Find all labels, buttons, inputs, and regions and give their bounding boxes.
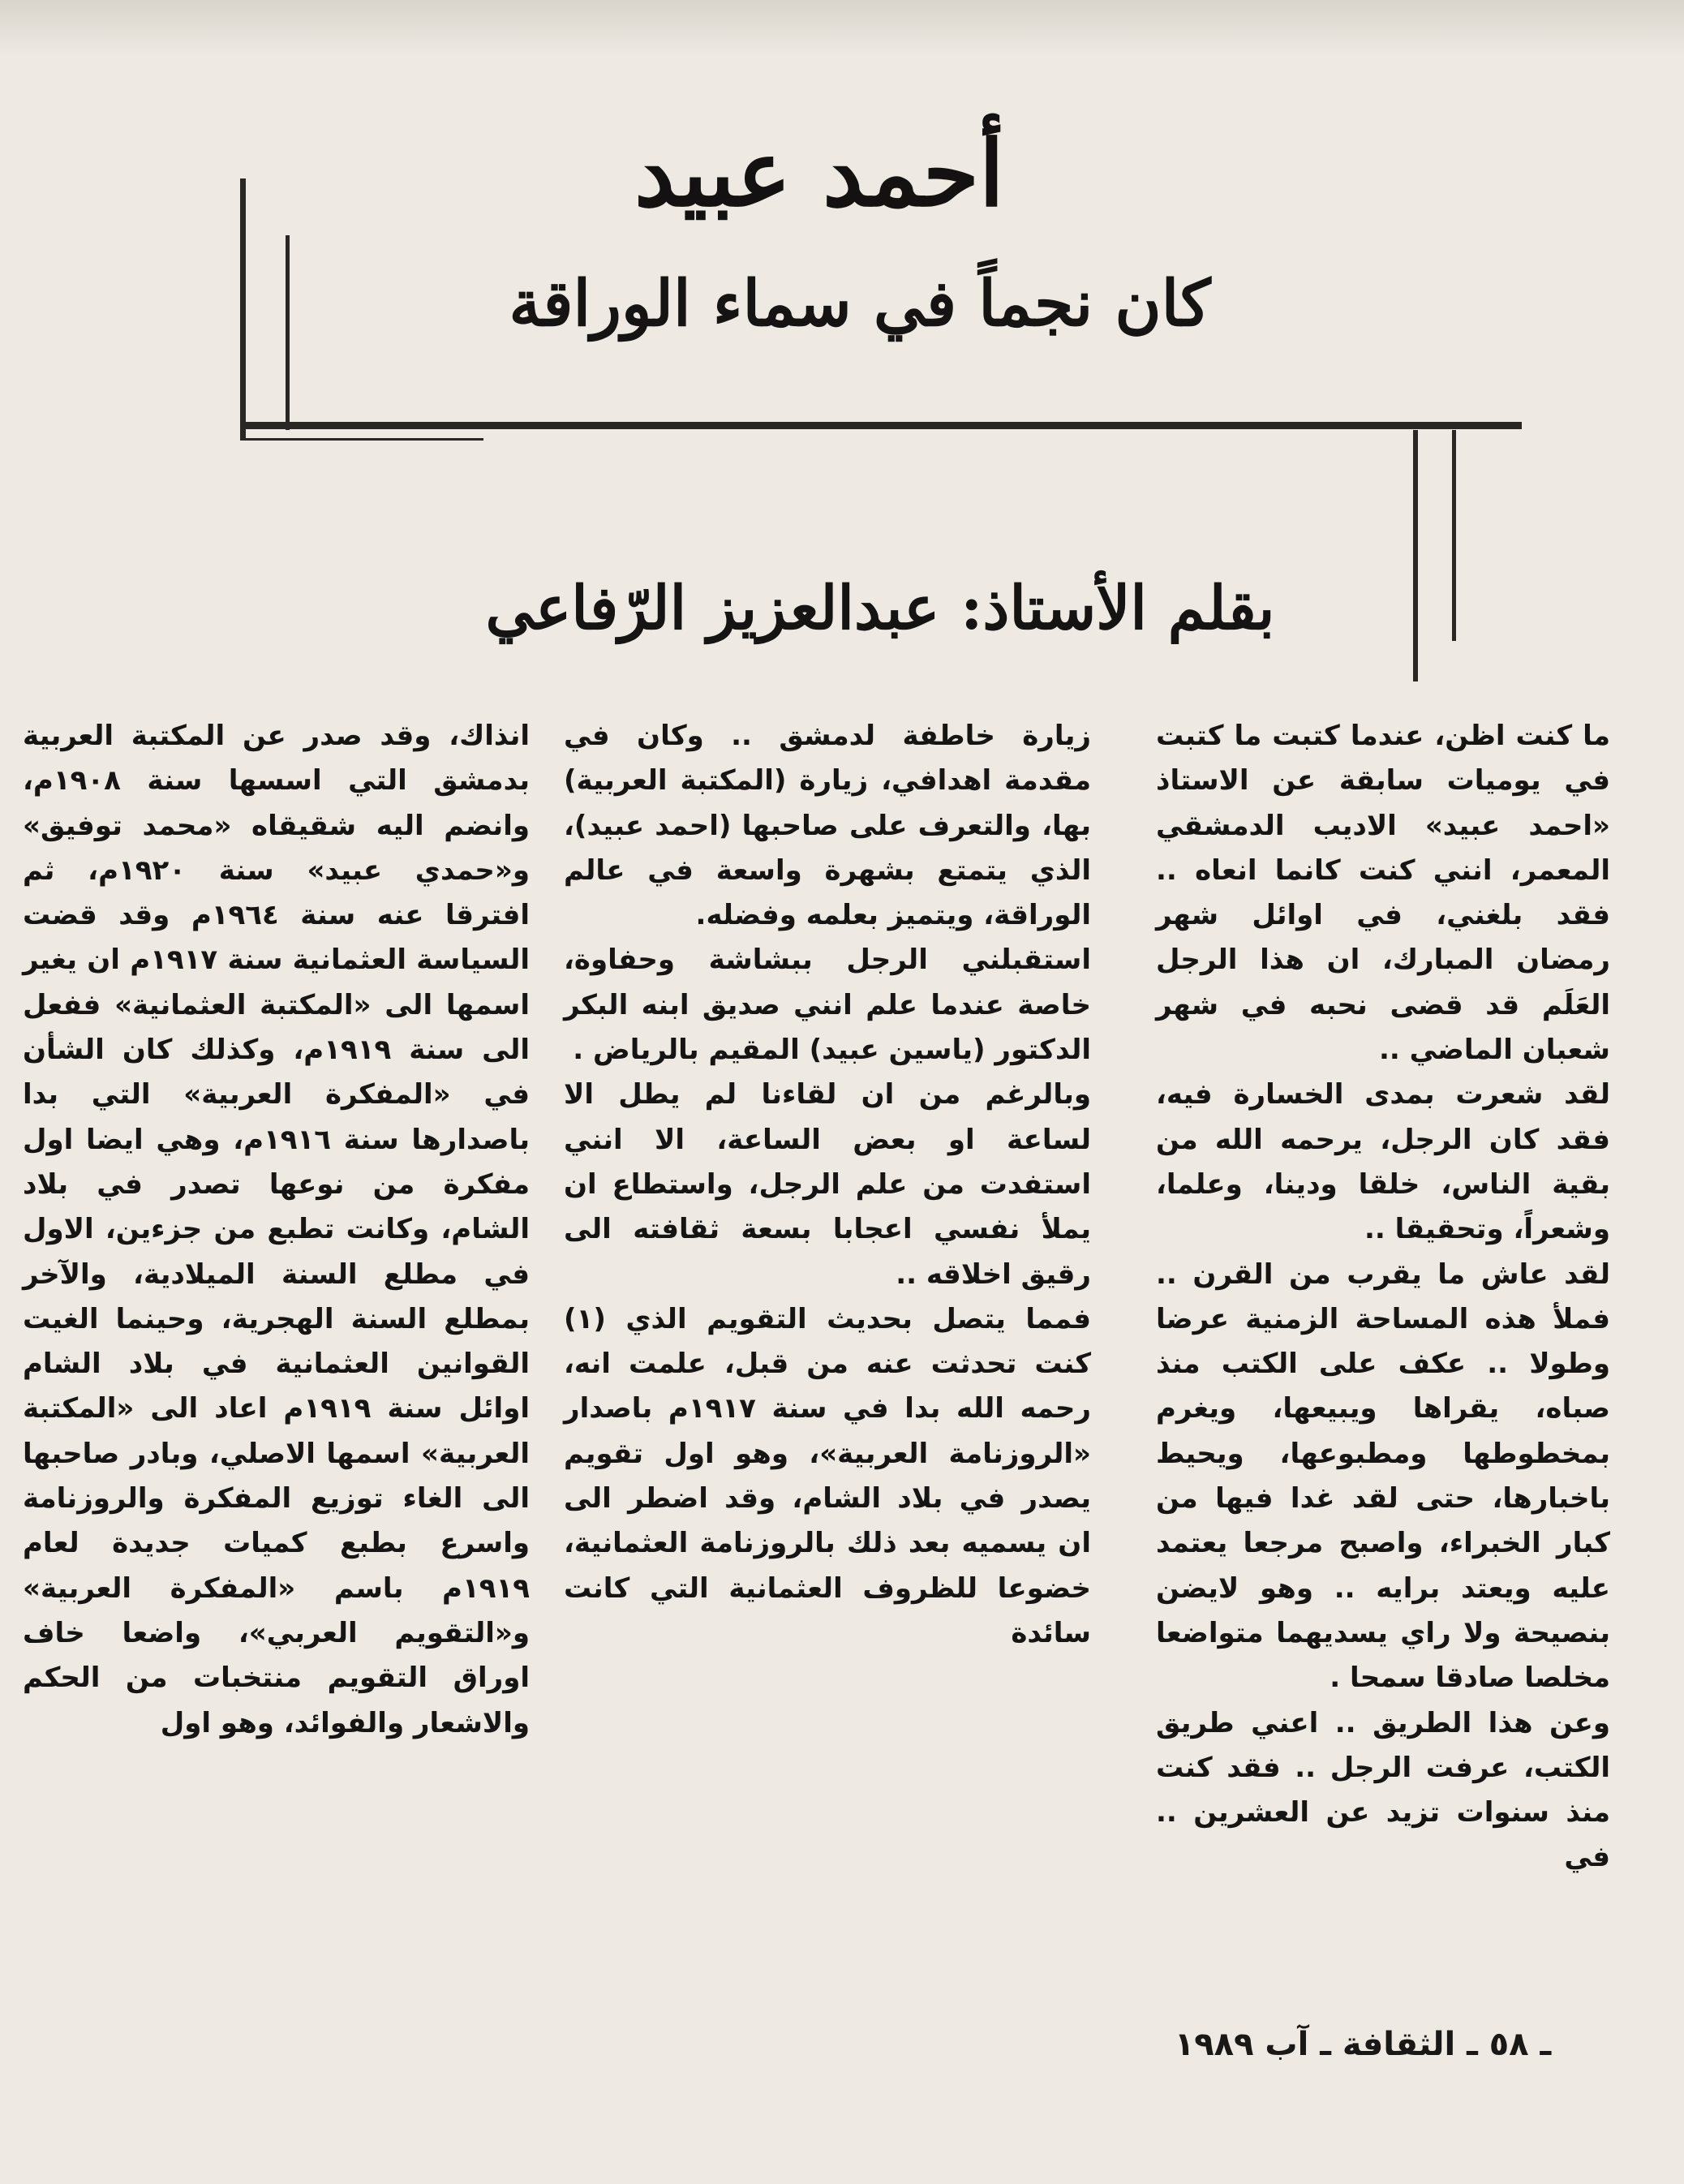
column-middle (564, 714, 1091, 2004)
author-byline: بقلم الأستاذ: عبدالعزيز الرّفاعي (485, 574, 1275, 643)
paragraph: ما كنت اظن، عندما كتبت ما كتبت في يوميات سابقة عن الاستاذ «احمد عبيد» الاديب الدمشقي المعمر، انني كنت كانما انعاه .. فقد بلغني، في اوائل شهر رمضان المبارك، ان هذا الرجل العَلَم قد قضى نحبه في شهر شعبان الماضي .. (1156, 720, 1610, 1067)
page-footer: ـ ٥٨ ـ الثقافة ـ آب ١٩٨٩ (1174, 2026, 1552, 2063)
article-subtitle: كان نجماً في سماء الوراقة (509, 267, 1211, 341)
paragraph: وعن هذا الطريق .. اعني طريق الكتب، عرفت الرجل .. فقد كنت منذ سنوات تزيد عن العشرين .. في (1156, 1706, 1610, 1874)
paragraph: استقبلني الرجل ببشاشة وحفاوة، خاصة عندما علم انني صديق ابنه البكر الدكتور (ياسين عبيد) المقيم بالرياض . (564, 944, 1091, 1067)
paragraph: انذاك، وقد صدر عن المكتبة العربية بدمشق التي اسسها سنة ١٩٠٨م، وانضم اليه شقيقاه «محمد توفيق» و«حمدي عبيد» سنة ١٩٢٠م، ثم افترقا عنه سنة ١٩٦٤م وقد قضت السياسة العثمانية سنة ١٩١٧م ان يغير اسمها الى «المكتبة العثمانية» ففعل الى سنة ١٩١٩م، وكذلك كان الشأن في «المفكرة العربية» التي بدا باصدارها سنة ١٩١٦م، وهي ايضا اول مفكرة من نوعها تصدر في بلاد الشام، وكانت تطبع من جزءين، الاول في مطلع السنة الميلادية، والآخر بمطلع السنة الهجرية، وحينما الغيت القوانين العثمانية في بلاد الشام اوائل سنة ١٩١٩م اعاد الى «المكتبة العربية» اسمها الاصلي، وبادر صاحبها الى الغاء توزيع المفكرة والروزنامة واسرع بطبع كميات جديدة لعام ١٩١٩م باسم «المفكرة العربية» و«التقويم العربي»، واضعا خاف اوراق التقويم منتخبات من الحكم والاشعار والفوائد، وهو اول (23, 720, 531, 1739)
scan-shadow (0, 0, 1684, 57)
paragraph: لقد عاش ما يقرب من القرن .. فملأ هذه المساحة الزمنية عرضا وطولا .. عكف على الكتب منذ صباه، يقراها ويبيعها، ويغرم بمخطوطها ومطبوعها، ويحيط باخبارها، حتى لقد غدا فيها من كبار الخبراء، واصبح مرجعا يعتمد عليه ويعتد برايه .. وهو لايضن بنصيحة ولا راي يسديهما متواضعا مخلصا صادقا سمحا . (1156, 1258, 1610, 1695)
paragraph: فمما يتصل بحديث التقويم الذي (١) كنت تحدثت عنه من قبل، علمت انه، رحمه الله بدا في سنة ١٩١٧م باصدار «الروزنامة العربية»، وهو اول تقويم يصدر في بلاد الشام، وقد اضطر الى ان يسميه بعد ذلك بالروزنامة العثمانية، خضوعا للظروف العثمانية التي كانت سائدة (564, 1302, 1092, 1649)
column-left (23, 714, 530, 2004)
article-title: أحمد عبيد (634, 121, 1005, 227)
paragraph: زيارة خاطفة لدمشق .. وكان في مقدمة اهدافي، زيارة (المكتبة العربية) بها، والتعرف على صاحبها (احمد عبيد)، الذي يتمتع بشهرة واسعة في عالم الوراقة، ويتميز بعلمه وفضله. (564, 720, 1091, 932)
paragraph: وبالرغم من ان لقاءنا لم يطل الا لساعة او بعض الساعة، الا انني استفدت من علم الرجل، واستطاع ان يملأ نفسي اعجابا بسعة ثقافته الى رقيق اخلاقه .. (564, 1078, 1091, 1291)
column-right (1156, 714, 1610, 2004)
paragraph: لقد شعرت بمدى الخسارة فيه، فقد كان الرجل، يرحمه الله من بقية الناس، خلقا ودينا، وعلما، وشعراً، وتحقيقا .. (1156, 1078, 1610, 1246)
